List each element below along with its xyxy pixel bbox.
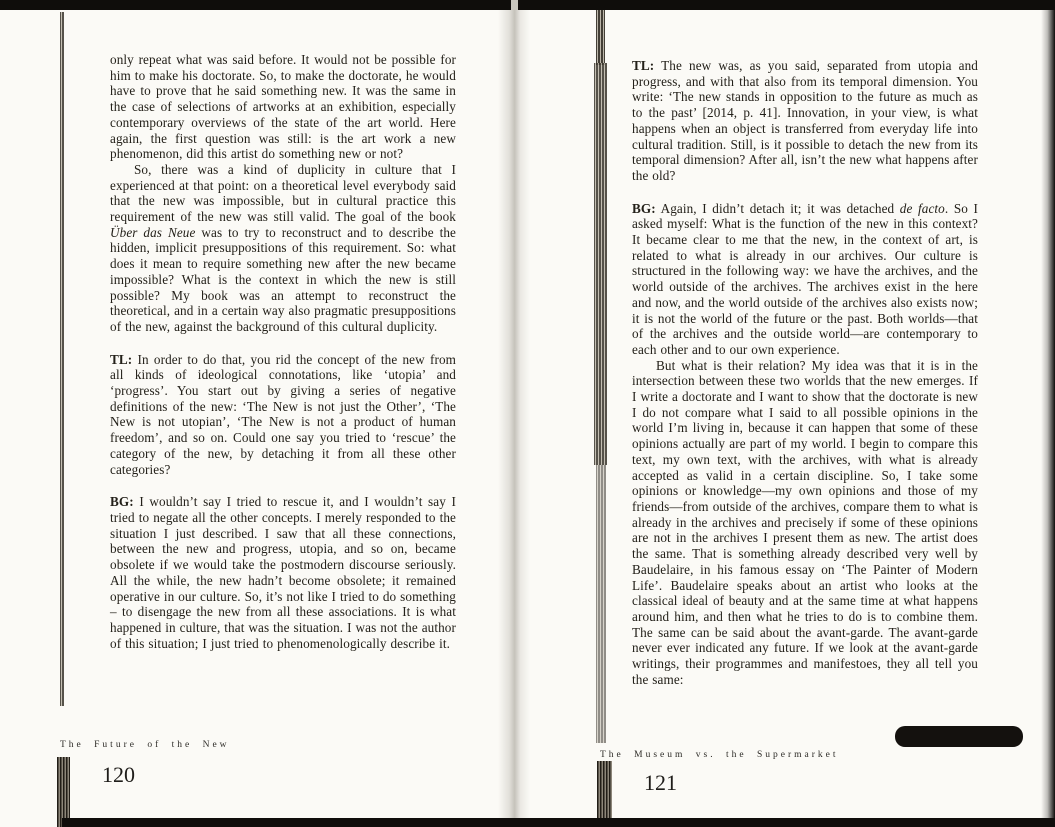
left-page-text	[110, 52, 456, 651]
paragraph: So, there was a kind of duplicity in culture that I experienced at that point: on a theoretical level everybody said that the new was impossible, but in cultural practice this requirement of the new was still valid. The goal of the book Über das Neue was to try to reconstruct and to describe the hidden, implicit presuppositions of this requirement. So: what does it mean to require something new after the new became impossible? What is the context in which the new is still possible? My book was an attempt to reconstruct the theoretical, and in a certain way also pragmatic presuppositions of the new, against the background of this cultural duplicity.	[110, 161, 456, 334]
left-binding-bar	[57, 757, 70, 827]
speaker-label: BG:	[110, 494, 134, 510]
scan-top-band	[0, 0, 1055, 10]
speaker-label: BG:	[632, 200, 656, 216]
gutter-notch	[511, 0, 518, 10]
left-binding-mark	[60, 12, 64, 706]
right-binding-mark-middle	[594, 63, 607, 465]
paragraph: only repeat what was said before. It would not be possible for him to make his doctorate. So, to make the doctorate, he would have to prove that he said something new. It was the same in the case of selections of artworks at an exhibition, especially contemporary overviews of the state of the art world. Here again, the first question was still: is the art work a new phenomenon, did this artist do something new or not?	[110, 52, 456, 162]
paragraph: TL: In order to do that, you rid the concept of the new from all kinds of ideological connotations, like ‘utopia’ and ‘progress’. You start out by giving a series of negative definitions of the new: ‘The New is not just the Other’, ‘The New is not utopian’, ‘The New is not a product of human freedom’, and so on. Could one say you tried to ‘rescue’ the category of the new, by detaching it from all these other categories?	[110, 351, 456, 477]
scan-bottom-band	[62, 818, 1055, 827]
redaction-bar	[895, 726, 1023, 747]
right-binding-mark-top	[596, 10, 605, 65]
paragraph: But what is their relation? My idea was that it is in the intersection between these two worlds that the new emerges. If I write a doctorate and I want to show that the doctorate is new I do not compare what I said to all possible opinions in the world I’m living in, because it can happen that some of these opinions actually are part of my world. I begin to compare this text, my own text, with the archives, with what is already accepted as valid in a certain discipline. So, I take some opinions or knowledge—my own opinions and those of my friends—from outside of the archives, compare them to what is already in the archives and precisely if some of these opinions are not in the archives I present them as new. The artist does the same. That is something already described very well by Baudelaire, in his famous essay on ‘The Painter of Modern Life’. Baudelaire speaks about an artist who looks at the classical ideal of beauty and at the same time at what happens around him, and then what he tries to do is to combine them. The same can be said about the avant-garde. The avant-garde never ever indicated any future. If we look at the avant-garde writings, their programmes and manifestoes, they all tell you the same:	[632, 357, 978, 687]
right-page-number: 121	[644, 770, 677, 795]
right-running-title: The Museum vs. the Supermarket	[600, 750, 839, 760]
right-page-text	[632, 58, 978, 687]
left-running-title: The Future of the New	[60, 740, 230, 750]
paragraph: BG: Again, I didn’t detach it; it was detached de facto. So I asked myself: What is the function of the new in this context? It became clear to me that the new, in the context of art, is related to what is already in our archives. Our culture is structured in the following way: we have the archives, and the world outside of the archives. The archives exist in the here and now, and the world outside of the archives also exists now; it is not the world of the future or the past. Both worlds—that of the archives and the outside world—are contemporary to each other and to our own experience.	[632, 200, 979, 357]
right-binding-mark-lower	[596, 465, 606, 743]
speaker-label: TL:	[632, 58, 655, 73]
page-gutter-shadow	[498, 10, 530, 827]
page-edge-shadow	[1041, 0, 1055, 827]
speaker-label: TL:	[110, 351, 133, 367]
paragraph: BG: I wouldn’t say I tried to rescue it, and I wouldn’t say I tried to negate all the other concepts. I merely responded to the situation I just described. I saw that all these connections, between the new and progress, utopia, and so on, became obsolete if we would take the postmodern discourse seriously. All the while, the new hadn’t become obsolete; it remained operative in our culture. So, it’s not like I tried to do something – to disengage the new from all these associations. It is what happened in culture, that was the situation. I was not the author of this situation; I just tried to phenomenologically describe it.	[110, 494, 456, 651]
left-page-number: 120	[102, 762, 135, 787]
paragraph: TL: The new was, as you said, separated from utopia and progress, and with that also from its temporal dimension. You write: ‘The new stands in opposition to the future as much as to the past’ [2014, p. 41]. Innovation, in your view, is what happens when an object is transferred from everyday life into cultural tradition. Still, is it possible to detach the new from its temporal dimension? After all, isn’t the new what happens after the old?	[632, 58, 979, 183]
